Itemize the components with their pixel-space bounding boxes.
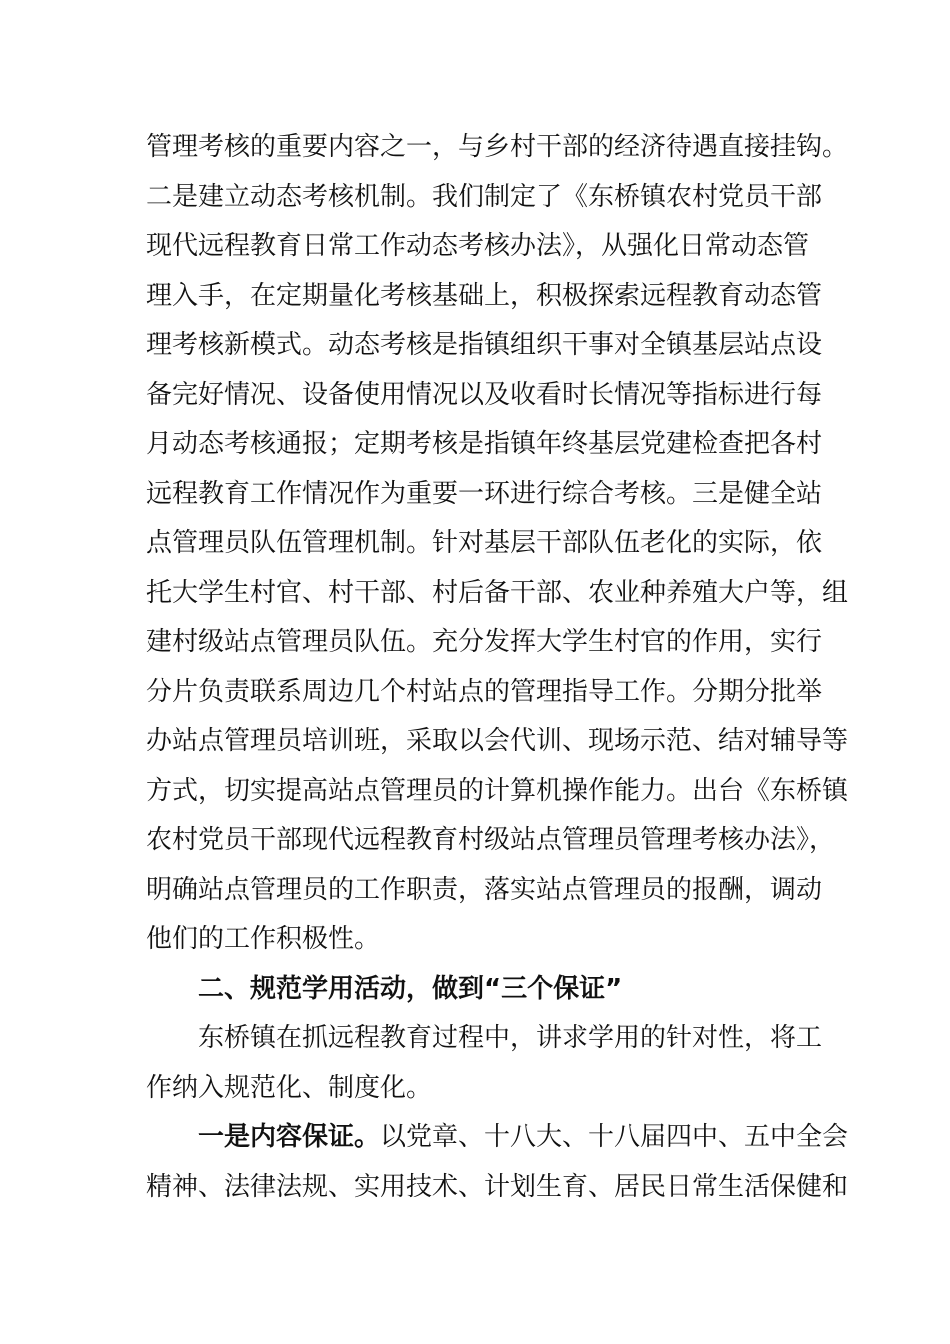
text-line: 分片负责联系周边几个村站点的管理指导工作。分期分批举 — [146, 676, 823, 707]
text-line — [146, 1113, 849, 1163]
heading-text: 二、规范学用活动，做到“三个保证” — [198, 973, 623, 1004]
text-line: 办站点管理员培训班，采取以会代训、现场示范、结对辅导等 — [146, 726, 849, 756]
paragraph-1 — [146, 123, 849, 965]
text-line: 建村级站点管理员队伍。充分发挥大学生村官的作用，实行 — [146, 627, 823, 657]
text-line: 精神、法律法规、实用技术、计划生育、居民日常生活保健和 — [146, 1171, 849, 1202]
text-line: 明确站点管理员的工作职责，落实站点管理员的报酬，调动 — [146, 874, 823, 905]
text-line: 现代远程教育日常工作动态考核办法》，从强化日常动态管 — [146, 231, 810, 261]
lead-phrase: 一是内容保证。 — [198, 1122, 381, 1152]
text-line: 方式，切实提高站点管理员的计算机操作能力。出台《东桥镇 — [146, 775, 849, 806]
lead-continuation: 以党章、十八大、十八届四中、五中全会 — [380, 1122, 849, 1152]
section-heading — [146, 965, 808, 1015]
text-line: 二是建立动态考核机制。我们制定了《东桥镇农村党员干部 — [146, 181, 823, 212]
text-line: 备完好情况、设备使用情况以及收看时长情况等指标进行每 — [146, 379, 823, 410]
text-line: 月动态考核通报；定期考核是指镇年终基层党建检查把各村 — [146, 429, 823, 459]
text-line: 东桥镇在抓远程教育过程中，讲求学用的针对性，将工 — [198, 1023, 823, 1053]
text-line: 理考核新模式。动态考核是指镇组织干事对全镇基层站点设 — [146, 330, 823, 360]
text-line: 他们的工作积极性。 — [146, 924, 381, 954]
text-line: 管理考核的重要内容之一，与乡村干部的经济待遇直接挂钩。 — [146, 132, 849, 162]
text-line: 托大学生村官、村干部、村后备干部、农业种养殖大户等，组 — [146, 577, 849, 608]
paragraph-2 — [146, 1014, 823, 1113]
text-line: 点管理员队伍管理机制。针对基层干部队伍老化的实际，依 — [146, 528, 823, 558]
paragraph-3 — [146, 1113, 849, 1212]
text-line: 农村党员干部现代远程教育村级站点管理员管理考核办法》， — [146, 825, 836, 855]
text-line: 理入手，在定期量化考核基础上，积极探索远程教育动态管 — [146, 280, 823, 311]
text-line: 远程教育工作情况作为重要一环进行综合考核。三是健全站 — [146, 478, 823, 509]
document-body — [146, 123, 849, 1212]
text-line: 作纳入规范化、制度化。 — [146, 1072, 433, 1103]
